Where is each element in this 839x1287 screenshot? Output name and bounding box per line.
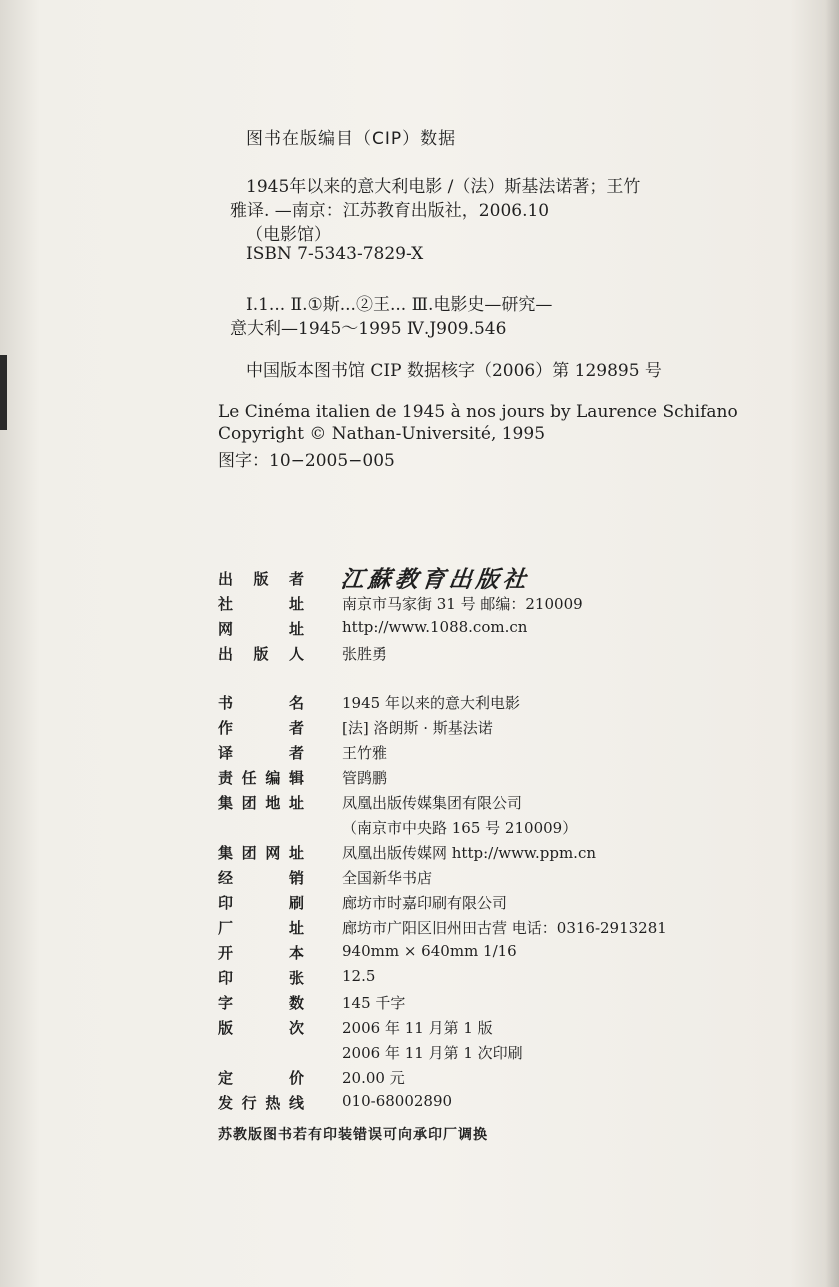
label-char: 书 (218, 694, 234, 712)
cip-isbn: ISBN 7-5343-7829-X (246, 244, 424, 264)
cip-series: （电影馆） (246, 225, 331, 245)
cip-classification-line-2: 意大利—1945～1995 Ⅳ.J909.546 (230, 319, 507, 339)
book-info-label (218, 892, 304, 913)
label-char: 发 (218, 1094, 234, 1112)
book-info-value: 王竹雅 (342, 744, 388, 762)
label-char: 张 (288, 969, 304, 987)
label-char: 编 (265, 769, 281, 787)
label-char: 印 (218, 969, 234, 987)
book-info-value: 1945 年以来的意大利电影 (342, 694, 520, 712)
label-char: 热 (265, 1094, 281, 1112)
footer-notice: 苏教版图书若有印装错误可向承印厂调换 (218, 1127, 488, 1143)
label-char: 印 (218, 894, 234, 912)
label-char: 址 (288, 595, 304, 613)
label-char: 定 (218, 1069, 234, 1087)
label-char: 址 (288, 794, 304, 812)
publisher-info-label (218, 568, 304, 589)
label-char: 者 (288, 719, 304, 737)
label-char: 经 (218, 869, 234, 887)
book-info-value: 2006 年 11 月第 1 版 (342, 1019, 493, 1037)
book-info-label (218, 1067, 304, 1088)
label-char: 集 (218, 794, 234, 812)
book-info-value: [法] 洛朗斯 · 斯基法诺 (342, 719, 493, 737)
publisher-logo: 江蘇教育出版社 (339, 566, 532, 593)
book-info-label (218, 992, 304, 1013)
book-info-label (218, 767, 304, 788)
book-info-label (218, 942, 304, 963)
label-char: 线 (288, 1094, 304, 1112)
label-char: 地 (265, 794, 281, 812)
label-char: 团 (241, 794, 257, 812)
label-char: 出 (218, 570, 234, 588)
label-char: 任 (241, 769, 257, 787)
label-char: 版 (253, 570, 269, 588)
page-edge-shadow (825, 0, 839, 1287)
label-char: 集 (218, 844, 234, 862)
book-info-label (218, 742, 304, 763)
label-char: 作 (218, 719, 234, 737)
label-char: 址 (288, 844, 304, 862)
original-title: Le Cinéma italien de 1945 à nos jours by Laurence Schifano (218, 402, 738, 422)
publisher-info-value: http://www.1088.com.cn (342, 618, 528, 636)
label-char: 网 (265, 844, 281, 862)
book-info-value: 145 千字 (342, 994, 406, 1012)
label-char: 版 (218, 1019, 234, 1037)
label-char: 网 (218, 620, 234, 638)
label-char: 厂 (218, 919, 234, 937)
publisher-info-label (218, 643, 304, 664)
label-char: 出 (218, 645, 234, 663)
book-info-value: 940mm × 640mm 1/16 (342, 942, 517, 960)
label-char: 次 (288, 1019, 304, 1037)
label-char: 辑 (288, 769, 304, 787)
book-info-label (218, 867, 304, 888)
label-char: 址 (288, 620, 304, 638)
book-info-label (218, 842, 304, 863)
label-char: 销 (288, 869, 304, 887)
label-char: 开 (218, 944, 234, 962)
cip-entry-line-1: 1945年以来的意大利电影 /（法）斯基法诺著；王竹 (246, 177, 641, 197)
book-info-label (218, 917, 304, 938)
cip-title: 图书在版编目（CIP）数据 (246, 129, 457, 149)
book-info-value: 010-68002890 (342, 1092, 453, 1110)
publisher-info-value: 南京市马家街 31 号 邮编：210009 (342, 595, 583, 613)
book-info-label (218, 692, 304, 713)
publisher-info-value: 张胜勇 (342, 645, 388, 663)
label-char: 人 (288, 645, 304, 663)
label-char: 址 (288, 919, 304, 937)
label-char: 行 (241, 1094, 257, 1112)
label-char: 责 (218, 769, 234, 787)
book-info-value: 2006 年 11 月第 1 次印刷 (342, 1044, 523, 1062)
label-char: 价 (288, 1069, 304, 1087)
book-info-value: 凤凰出版传媒网 http://www.ppm.cn (342, 844, 597, 862)
book-info-label (218, 1092, 304, 1113)
label-char: 字 (218, 994, 234, 1012)
book-info-label (218, 1017, 304, 1038)
publisher-info-label (218, 618, 304, 639)
book-info-value: 廊坊市广阳区旧州田古营 电话：0316-2913281 (342, 919, 667, 937)
book-info-label (218, 717, 304, 738)
book-info-value: 管鹍鹏 (342, 769, 388, 787)
book-info-value: 12.5 (342, 967, 376, 985)
book-info-value: 全国新华书店 (342, 869, 433, 887)
publisher-info-label (218, 593, 304, 614)
book-info-label (218, 967, 304, 988)
cip-verification-number: 中国版本图书馆 CIP 数据核字（2006）第 129895 号 (246, 361, 662, 381)
label-char: 者 (288, 570, 304, 588)
original-copyright: Copyright © Nathan-Université, 1995 (218, 424, 546, 444)
label-char: 名 (288, 694, 304, 712)
label-char: 本 (288, 944, 304, 962)
book-info-label (218, 792, 304, 813)
label-char: 版 (253, 645, 269, 663)
book-info-value: 廊坊市时嘉印刷有限公司 (342, 894, 508, 912)
book-info-value: （南京市中央路 165 号 210009） (342, 819, 578, 837)
label-char: 团 (241, 844, 257, 862)
cip-classification-line-1: Ⅰ.1... Ⅱ.①斯...②王... Ⅲ.电影史—研究— (246, 295, 553, 315)
binding-mark (0, 355, 7, 430)
label-char: 者 (288, 744, 304, 762)
cip-entry-line-2: 雅译. —南京：江苏教育出版社，2006.10 (230, 201, 550, 221)
book-info-value: 20.00 元 (342, 1069, 405, 1087)
label-char: 刷 (288, 894, 304, 912)
label-char: 社 (218, 595, 234, 613)
contract-number: 图字：10−2005−005 (218, 451, 395, 471)
label-char: 数 (288, 994, 304, 1012)
book-info-value: 凤凰出版传媒集团有限公司 (342, 794, 523, 812)
label-char: 译 (218, 744, 234, 762)
